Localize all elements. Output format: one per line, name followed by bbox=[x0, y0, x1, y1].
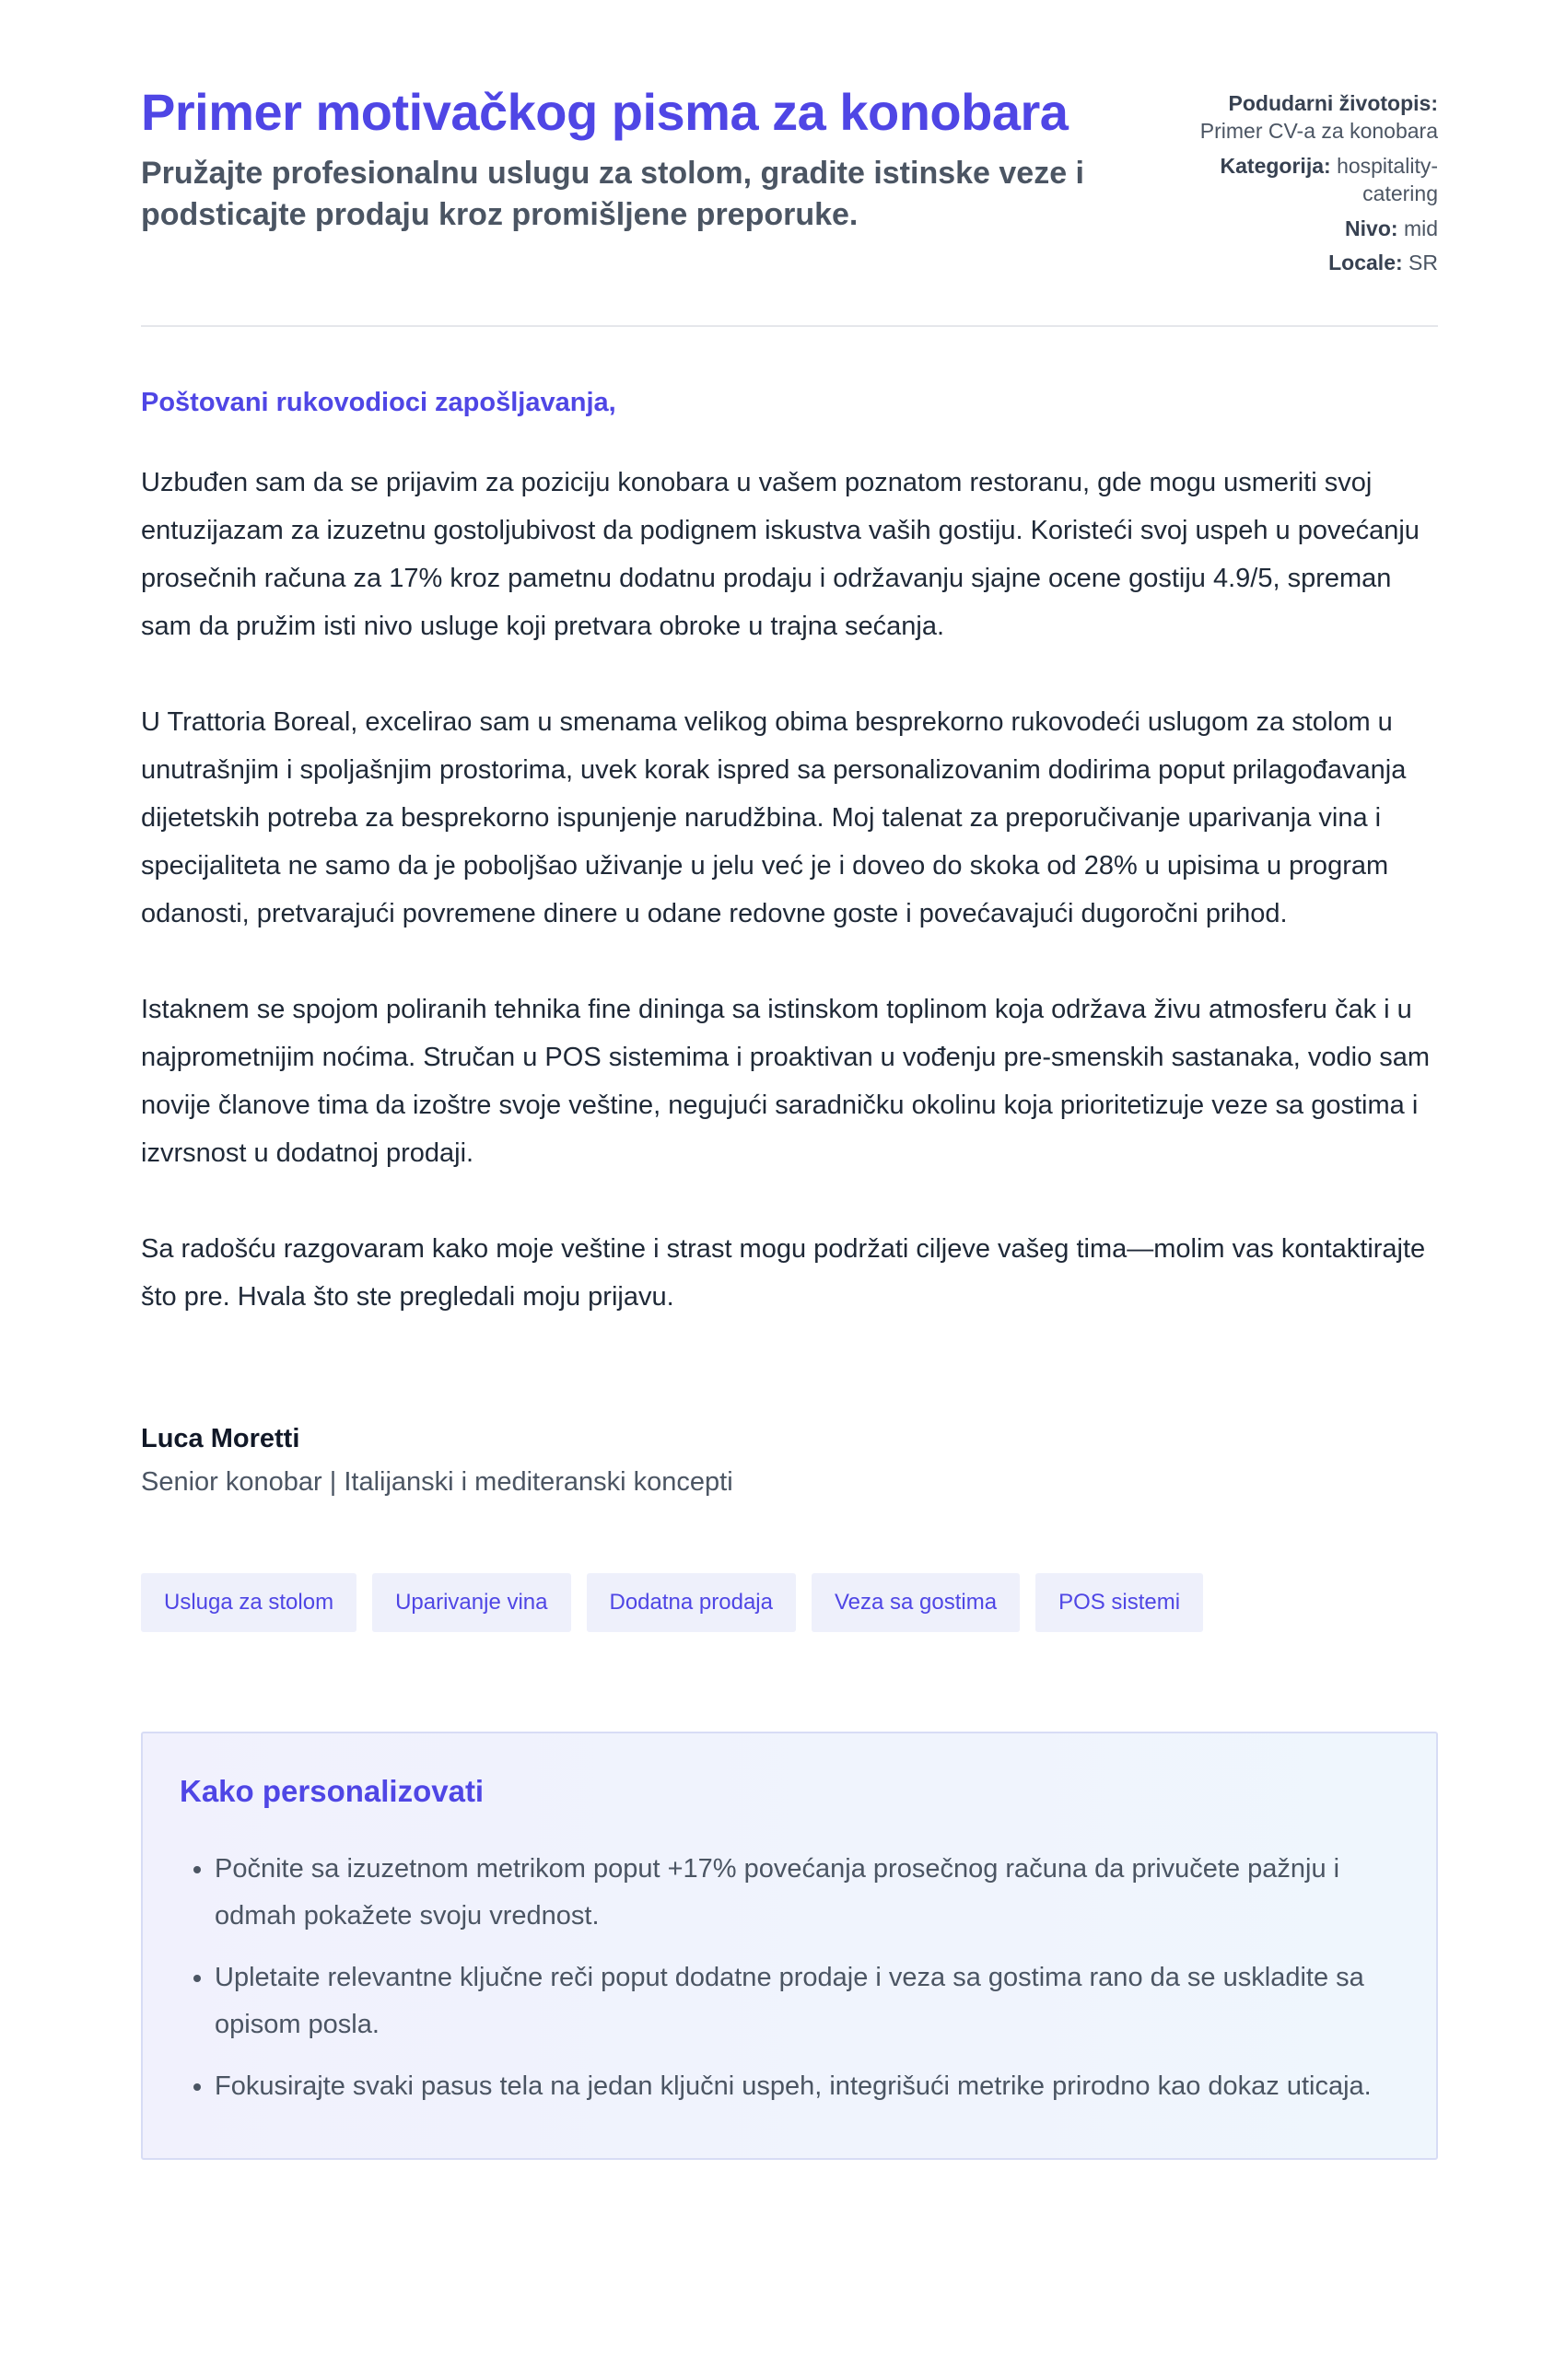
meta-locale-label: Locale: bbox=[1328, 251, 1403, 275]
letter-paragraph: Sa radošću razgovaram kako moje veštine i strast mogu podržati ciljeve vašeg tima—molim vas kontaktirajte što pre. Hvala što ste pregledali moju prijavu. bbox=[141, 1234, 1426, 1312]
meta-resume-label: Podudarni životopis: bbox=[1228, 91, 1438, 115]
cover-letter-page bbox=[141, 83, 1438, 2160]
skill-tag: Uparivanje vina bbox=[372, 1573, 570, 1632]
skill-tag: Dodatna prodaja bbox=[587, 1573, 796, 1632]
page-subtitle: Pružajte profesionalnu uslugu za stolom, gradite istinske veze i podsticajte prodaju kroz promišljene preporuke. bbox=[141, 156, 1085, 232]
meta-resume-link[interactable]: Primer CV-a za konobara bbox=[1199, 118, 1438, 143]
signature-name: Luca Moretti bbox=[141, 1424, 300, 1454]
meta-resume bbox=[1162, 90, 1438, 146]
meta-panel bbox=[1162, 83, 1438, 285]
skill-tag: Usluga za stolom bbox=[141, 1573, 356, 1632]
meta-category-value: hospitality-catering bbox=[1337, 153, 1438, 205]
tip-item: • Počnite sa izuzetnom metrikom poput +17% povećanja prosečnog računa da privučete pažnju i odmah pokažete svoju vrednost. bbox=[215, 1846, 1399, 1940]
personalization-tips bbox=[141, 1732, 1438, 2160]
tips-title: Kako personalizovati bbox=[180, 1774, 485, 1809]
meta-category bbox=[1162, 153, 1438, 208]
meta-category-label: Kategorija: bbox=[1220, 153, 1331, 178]
tips-list bbox=[180, 1846, 1399, 2110]
letter-paragraph: U Trattoria Boreal, excelirao sam u smenama velikog obima besprekorno rukovodeći uslugom za stolom u unutrašnjim i spoljašnjim prostorima, uvek korak ispred sa personalizovanim dodirima poput prilagođavanja dijetetskih potreba za besprekorno ispunjenje narudžbina. Moj talenat za preporučivanje uparivanja vina i specijaliteta ne samo da je poboljšao uživanje u jelu već je i doveo do skoka od 28% u upisima u program odanosti, pretvarajući povremene dinere u odane redovne goste i povećavajući dugoročni prihod. bbox=[141, 707, 1407, 929]
meta-level bbox=[1162, 216, 1438, 243]
meta-level-value: mid bbox=[1403, 216, 1438, 240]
tip-item: • Fokusirajte svaki pasus tela na jedan ključni uspeh, integrišući metrike prirodno kao dokaz uticaja. bbox=[215, 2063, 1399, 2110]
meta-locale-value: SR bbox=[1408, 251, 1438, 275]
letter-body bbox=[141, 327, 1438, 2160]
header-text bbox=[141, 83, 1145, 235]
skill-tag: Veza sa gostima bbox=[812, 1573, 1020, 1632]
tip-item: • Upletaite relevantne ključne reči poput dodatne prodaje i veza sa gostima rano da se uskladite sa opisom posla. bbox=[215, 1954, 1399, 2048]
skill-tags bbox=[141, 1573, 1438, 1632]
meta-locale bbox=[1162, 250, 1438, 277]
letter-paragraph: Uzbuđen sam da se prijavim za poziciju konobara u vašem poznatom restoranu, gde mogu usmeriti svoj entuzijazam za izuzetnu gostoljubivost da podignem iskustva vaših gostiju. Koristeći svoj uspeh u povećanju prosečnih računa za 17% kroz pametnu dodatnu prodaju i održavanju sjajne ocene gostiju 4.9/5, spreman sam da pružim isti nivo usluge koji pretvara obroke u trajna sećanja. bbox=[141, 468, 1420, 642]
skill-tag: POS sistemi bbox=[1035, 1573, 1203, 1632]
signature-title: Senior konobar | Italijanski i mediteranski koncepti bbox=[141, 1467, 733, 1498]
letter-greeting: Poštovani rukovodioci zapošljavanja, bbox=[141, 388, 616, 418]
page-header bbox=[141, 83, 1438, 327]
letter-paragraph: Istaknem se spojom poliranih tehnika fine dininga sa istinskom toplinom koja održava živu atmosferu čak i u najprometnijim noćima. Stručan u POS sistemima i proaktivan u vođenju pre-smenskih sastanaka, vodio sam novije članove tima da izoštre svoje veštine, negujući saradničku okolinu koja prioritetizuje veze sa gostima i izvrsnost u dodatnoj prodaji. bbox=[141, 995, 1431, 1169]
page-title: Primer motivačkog pisma za konobara bbox=[141, 83, 1069, 141]
meta-level-label: Nivo: bbox=[1345, 216, 1398, 240]
